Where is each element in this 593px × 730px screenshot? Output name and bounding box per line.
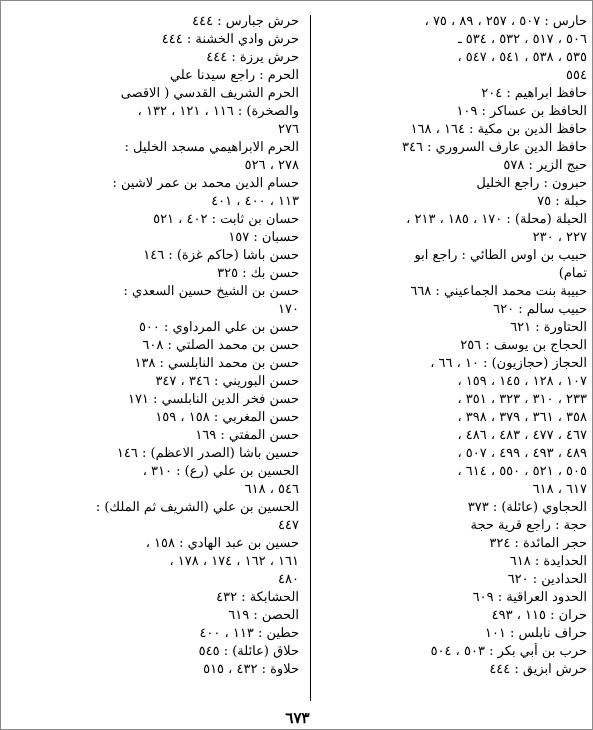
index-entry: ٥٠٦ ، ٥١٧ ، ٥٣٢ ، ٥٣٤ ـ [457,32,587,47]
index-entry: حسن بن علي المرداوي : ٥٠٠ [138,320,299,335]
index-entry: ٥٤٦ ، ٦١٨ [244,482,299,497]
index-entry: الحدادين : ٦٢٠ [507,572,587,587]
index-entry: ١٦١ ، ١٦٢ ، ١٧٤ ، ١٧٨ ، [169,554,299,569]
index-entry: ١٧٠ [278,302,299,317]
index-entry: ٤٦٧ ، ٤٧٧ ، ٤٨٣ ، ٤٨٦ ، [457,428,587,443]
index-entry: ٢٧٦ [278,122,299,137]
index-entry: حراف نابلس : ١٠١ [484,626,587,641]
index-entry: حسن بن الشيخ حسين السعدي : [123,284,299,299]
index-entry: الحرم الشريف القدسي ( الاقصى [120,86,299,101]
index-entry: الحجاوي (عائلة) : ٣٧٣ [467,500,587,515]
index-entry: حسن بن محمد النابلسي : ١٣٨ [134,356,299,371]
index-entry: الحتاورة : ٦٢١ [510,320,587,335]
index-entry: حلاق (عائلة) : ٥٤٥ [198,644,299,659]
index-entry: تمام) [558,266,587,281]
index-entry: حسام الدين محمد بن عمر لاشين : [112,176,299,191]
index-entry: ٥٠٥ ، ٥٢١ ، ٥٥٠ ، ٦١٤ ، [457,464,587,479]
index-entry: ٤٤٧ [278,518,299,533]
index-entry: ٢٧٨ ، ٥٢٦ [244,158,299,173]
index-entry: حران : ١١٥ ، ٤٩٣ [491,608,587,623]
index-entry: حرش وادي الخشنة : ٤٤٤ [161,32,299,47]
index-entry: حسن بن محمد الصلتي : ٦٠٨ [142,338,299,353]
index-entry: حبرون : راجع الخليل [476,176,587,191]
index-entry: حلاوة : ٤٣٢ ، ٥١٥ [203,662,299,677]
index-entry: حسبان : ١٥٧ [228,230,299,245]
index-entry: حبيب سالم : ٦٢٠ [493,302,587,317]
index-entry: حجر المائدة : ٣٢٤ [489,536,587,551]
index-entry: الحدايدة : ٦١٨ [509,554,587,569]
index-entry: ٣٥٨ ، ٣٦١ ، ٣٧٩ ، ٣٩٨ ، [457,410,587,425]
index-entry: حرش جبارس : ٤٤٤ [192,14,299,29]
index-entry: الحجاج بن يوسف : ٢٥٦ [460,338,587,353]
page-number: ٦٧٣ [285,709,310,727]
index-entry: حسن باشا (حاكم غزة) : ١٤٦ [143,248,299,263]
index-entry: ٥٥٤ [566,68,587,83]
index-entry: حطين : ١١٣ ، ٤٠٠ [199,626,299,641]
index-entry: الحرم : راجع سيدنا علي [169,68,299,83]
left-index-column [19,13,299,679]
index-entry: حسين باشا (الصدر الاعظم) : ١٤٦ [116,446,299,461]
index-entry: حسان بن ثابت : ٤٠٢ ، ٥٢١ [153,212,299,227]
index-entry: حسن البوريني : ٣٤٦ ، ٣٤٧ [155,374,299,389]
index-entry: الحشابكة : ٤٣٢ [216,590,299,605]
index-entry: حبيبة بنت محمد الجماعيني : ٦٦٨ [410,284,587,299]
index-entry: الحصن : ٦١٩ [228,608,299,623]
index-entry: والصخرة) : ١١٦ ، ١٢١ ، ١٣٢ ، [137,104,299,119]
index-entry: حافظ الدين عارف السروري : ٣٤٦ [401,140,587,155]
index-entry: حافظ ابراهيم : ٢٠٤ [481,86,587,101]
index-entry: حسن بك : ٣٢٥ [217,266,299,281]
index-entry: حسن المفتي : ١٦٩ [195,428,299,443]
index-entry: حرب بن أبي بكر : ٥٠٣ ، ٥٠٤ [430,644,587,659]
index-entry: حسين بن عبد الهادي : ١٥٨ ، [145,536,299,551]
index-entry: ٤٨٠ [278,572,299,587]
index-entry: الحجاز (حجازيون) : ١٠ ، ٦٦ ، [430,356,587,371]
index-entry: ١١٣ ، ٤٠٠ ، ٤٠١ [211,194,299,209]
column-divider [310,15,311,701]
index-entry: ٦١٧ ، ٦١٨ [532,482,587,497]
index-entry: الحبلة (محلة) : ١٧٠ ، ١٨٥ ، ٢١٣ ، [406,212,587,227]
index-entry: ٤٨٩ ، ٤٩٣ ، ٤٩٩ ، ٥٠٧ ، [457,446,587,461]
index-entry: حارس : ٥٠٧ ، ٢٥٧ ، ٨٩ ، ٧٥ ، [424,14,587,29]
index-entry: ٢٣٣ ، ٣١٠ ، ٣٢٣ ، ٣٥١ ، [457,392,587,407]
index-entry: حبلة : ٧٥ [537,194,587,209]
right-index-column [319,13,587,679]
index-entry: حرش يرزة : ٤٤٤ [206,50,299,65]
index-entry: الحافظ بن عساكر : ١٠٩ [456,104,587,119]
index-entry: الحرم الابراهيمي مسجد الخليل : [124,140,299,155]
index-entry: ٥٣٥ ، ٥٣٨ ، ٥٤١ ، ٥٤٧ ، [457,50,587,65]
index-entry: حبج الزير : ٥٧٨ [503,158,587,173]
index-entry: حسن المغربي : ١٥٨ ، ١٥٩ [155,410,299,425]
index-entry: ٢٢٧ ، ٢٣٠ [532,230,587,245]
index-entry: الحدود العراقية : ٦٠٩ [472,590,587,605]
index-entry: حبيب بن اوس الطائي : راجع ابو [414,248,587,263]
index-entry: حرش ابزيق : ٤٤٤ [489,662,587,677]
index-entry: الحسين بن علي (رع) : ٣١٠ ، [142,464,299,479]
index-entry: حجة : راجع قرية حجة [470,518,587,533]
index-entry: حسن فخر الدين النابلسي : ١٧١ [127,392,299,407]
index-entry: ١٠٧ ، ١٢٨ ، ١٤٥ ، ١٥٩ ، [457,374,587,389]
index-entry: الحسين بن علي (الشريف ثم الملك) : [95,500,299,515]
index-entry: حافظ الدين بن مكية : ١٦٤ ، ١٦٨ [410,122,587,137]
